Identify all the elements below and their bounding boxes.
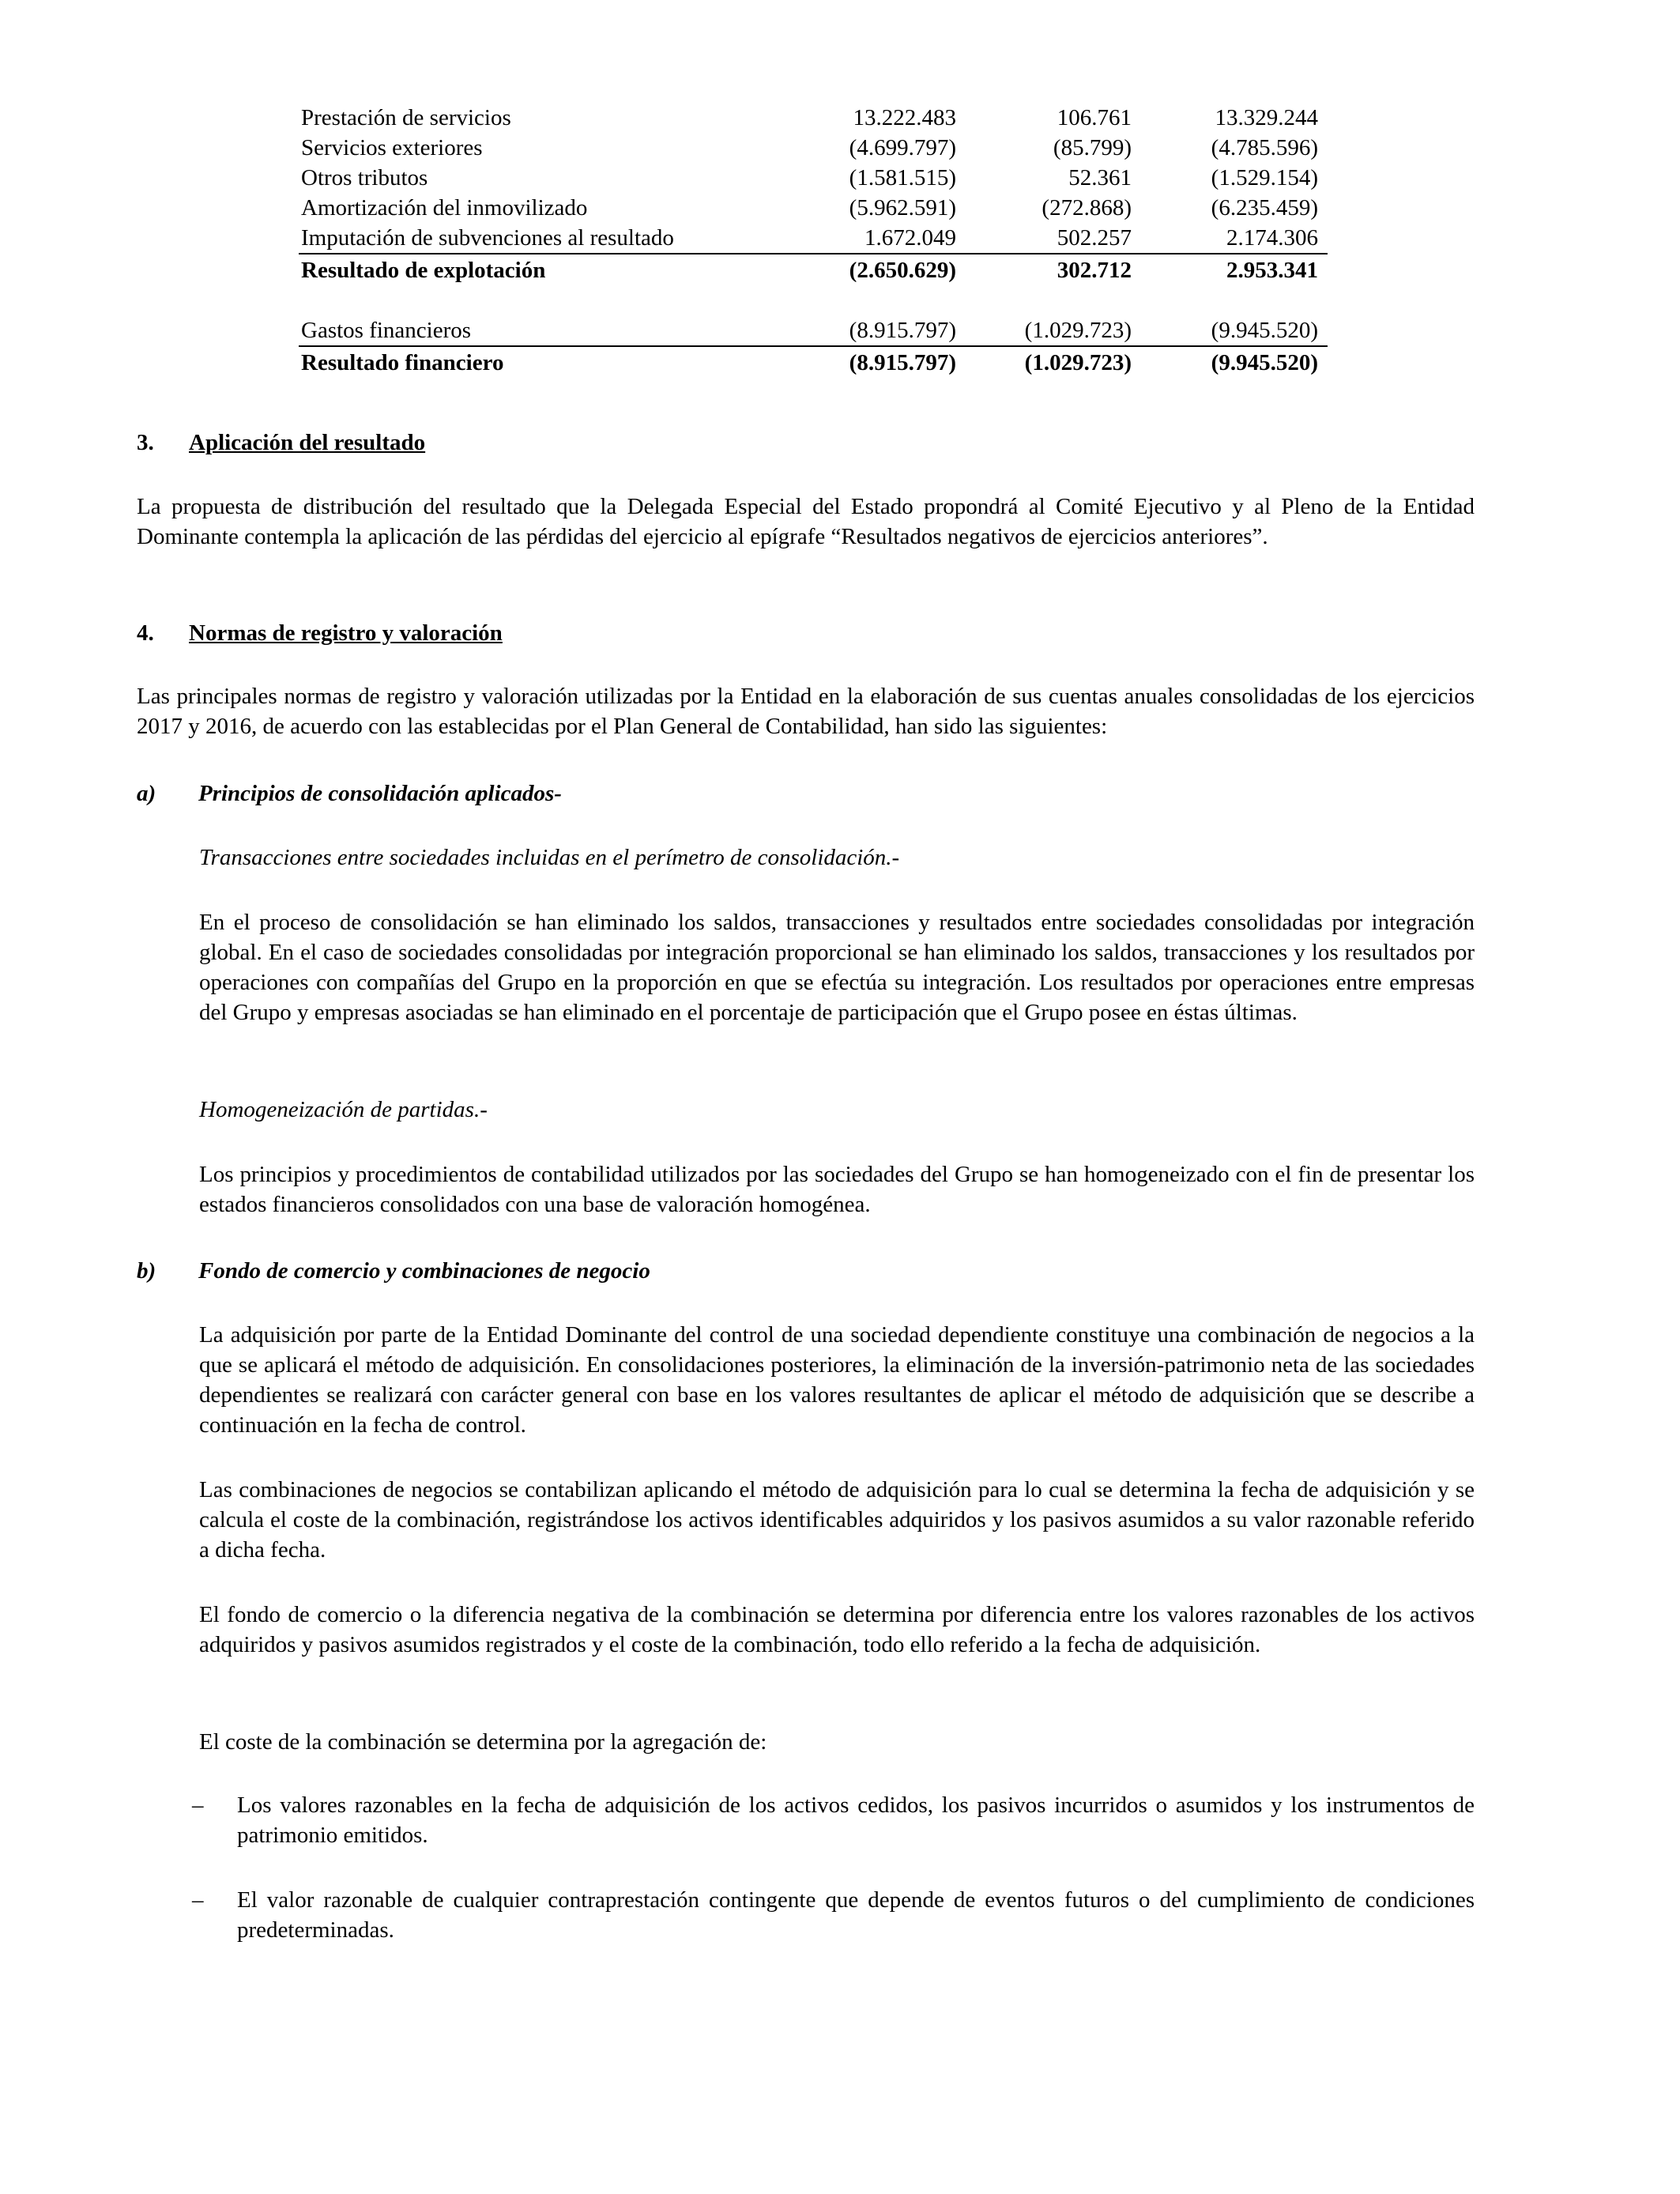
value-col3: 2.953.341 — [1226, 258, 1318, 283]
value-col1: (8.915.797) — [849, 318, 956, 343]
paragraph-text: El fondo de comercio o la diferencia negativa de la combinación se determina por diferencia entre los valores razonables de los activos adquiridos y pasivos asumidos registrados y el coste de la combinación, todo ello referido a la fecha de adquisición. — [199, 1602, 1475, 1657]
paragraph — [199, 1600, 1475, 1660]
value-col2: 502.257 — [1057, 225, 1132, 251]
paragraph — [137, 492, 1475, 552]
row-label: Servicios exteriores — [301, 135, 483, 160]
table-row-subtotal — [299, 255, 1328, 285]
table-row — [299, 315, 1328, 345]
table-row — [299, 133, 1328, 163]
value-col2: (272.868) — [1042, 195, 1132, 221]
section-heading — [137, 618, 503, 648]
value-col3: (1.529.154) — [1211, 165, 1318, 190]
table-row — [299, 103, 1328, 133]
row-label: Amortización del inmovilizado — [301, 195, 588, 221]
paragraph — [199, 907, 1475, 1027]
subtotal-rule — [299, 253, 1328, 254]
bullet-dash: – — [192, 1887, 204, 1913]
paragraph-text: Los principios y procedimientos de contabilidad utilizados por las sociedades del Grupo se han homogeneizado con el fin de presentar los estados financieros consolidados con una base de valoración homogénea. — [199, 1162, 1475, 1217]
value-col1: (4.699.797) — [849, 135, 956, 160]
value-col2: (1.029.723) — [1024, 318, 1132, 343]
paragraph-text: Las principales normas de registro y valoración utilizadas por la Entidad en la elaboración de sus cuentas anuales consolidadas de los ejercicios 2017 y 2016, de acuerdo con las establecidas por el Plan General de Contabilidad, han sido las siguientes: — [137, 684, 1475, 739]
row-label: Imputación de subvenciones al resultado — [301, 225, 674, 251]
subtotal-rule — [299, 345, 1328, 347]
paragraph — [199, 1159, 1475, 1220]
value-col3: (9.945.520) — [1211, 350, 1318, 375]
list-item-text: El valor razonable de cualquier contraprestación contingente que depende de eventos futuros o del cumplimiento de condiciones predeterminadas. — [237, 1887, 1475, 1943]
value-col1: (1.581.515) — [849, 165, 956, 190]
section-number: 4. — [137, 620, 154, 646]
italic-heading — [199, 1095, 1475, 1125]
subsection-title: Principios de consolidación aplicados- — [198, 781, 562, 806]
table-row — [299, 223, 1328, 253]
value-col1: 1.672.049 — [864, 225, 956, 251]
value-col1: 13.222.483 — [853, 105, 956, 130]
paragraph-text: En el proceso de consolidación se han eliminado los saldos, transacciones y resultados entre sociedades consolidadas por integración global. En el caso de sociedades consolidadas por integración proporcional se han eliminado los saldos, transacciones y los resultados por operaciones con compañías del Grupo en la proporción en que se efectúa su integración. Los resultados por operaciones entre empresas del Grupo y empresas asociadas se han eliminado en el porcentaje de participación que el Grupo posee en éstas últimas. — [199, 910, 1475, 1025]
row-label: Gastos financieros — [301, 318, 472, 343]
value-col2: (1.029.723) — [1024, 350, 1132, 375]
italic-heading-text: Homogeneización de partidas.- — [199, 1097, 488, 1122]
subsection-title: Fondo de comercio y combinaciones de negocio — [198, 1258, 650, 1284]
list-item — [237, 1790, 1475, 1850]
italic-heading-text: Transacciones entre sociedades incluidas en el perímetro de consolidación.- — [199, 845, 900, 870]
section-title: Aplicación del resultado — [189, 430, 426, 455]
row-label: Resultado de explotación — [301, 258, 546, 283]
table-row — [299, 193, 1328, 223]
value-col2: 302.712 — [1057, 258, 1132, 283]
bullet-dash: – — [192, 1793, 204, 1818]
value-col1: (8.915.797) — [849, 350, 956, 375]
section-title: Normas de registro y valoración — [189, 620, 503, 646]
value-col3: (6.235.459) — [1211, 195, 1318, 221]
value-col2: 52.361 — [1068, 165, 1132, 190]
value-col1: (5.962.591) — [849, 195, 956, 221]
paragraph-text: La adquisición por parte de la Entidad Dominante del control de una sociedad dependiente constituye una combinación de negocios a la que se aplicará el método de adquisición. En consolidaciones posteriores, la eliminación de la inversión-patrimonio neta de las sociedades dependientes se realizará con carácter general con base en los valores resultantes de aplicar el método de adquisición que se describe a continuación en la fecha de control. — [199, 1322, 1475, 1438]
paragraph — [199, 1475, 1475, 1565]
subsection-letter: a) — [137, 781, 156, 806]
subsection-letter: b) — [137, 1258, 156, 1284]
paragraph-text: La propuesta de distribución del resultado que la Delegada Especial del Estado propondrá al Comité Ejecutivo y al Pleno de la Entidad Dominante contempla la aplicación de las pérdidas del ejercicio al epígrafe “Resultados negativos de ejercicios anteriores”. — [137, 494, 1475, 549]
italic-heading — [199, 843, 1475, 873]
section-heading — [137, 428, 425, 458]
row-label: Otros tributos — [301, 165, 428, 190]
row-label: Prestación de servicios — [301, 105, 511, 130]
subsection-heading — [137, 778, 562, 809]
value-col3: 2.174.306 — [1226, 225, 1318, 251]
value-col2: (85.799) — [1053, 135, 1132, 160]
list-item — [237, 1885, 1475, 1945]
value-col3: (4.785.596) — [1211, 135, 1318, 160]
value-col3: (9.945.520) — [1211, 318, 1318, 343]
paragraph-text: El coste de la combinación se determina por la agregación de: — [199, 1729, 767, 1755]
value-col1: (2.650.629) — [849, 258, 956, 283]
section-number: 3. — [137, 430, 154, 455]
row-label: Resultado financiero — [301, 350, 504, 375]
list-item-text: Los valores razonables en la fecha de adquisición de los activos cedidos, los pasivos incurridos o asumidos y los instrumentos de patrimonio emitidos. — [237, 1793, 1475, 1848]
value-col2: 106.761 — [1057, 105, 1132, 130]
table-row — [299, 163, 1328, 193]
paragraph — [137, 681, 1475, 741]
subsection-heading — [137, 1256, 650, 1286]
paragraph — [199, 1320, 1475, 1440]
table-row-subtotal — [299, 348, 1328, 378]
value-col3: 13.329.244 — [1215, 105, 1318, 130]
paragraph — [199, 1727, 1475, 1757]
paragraph-text: Las combinaciones de negocios se contabilizan aplicando el método de adquisición para lo cual se determina la fecha de adquisición y se calcula el coste de la combinación, registrándose los activos identificables adquiridos y los pasivos asumidos a su valor razonable referido a dicha fecha. — [199, 1477, 1475, 1563]
